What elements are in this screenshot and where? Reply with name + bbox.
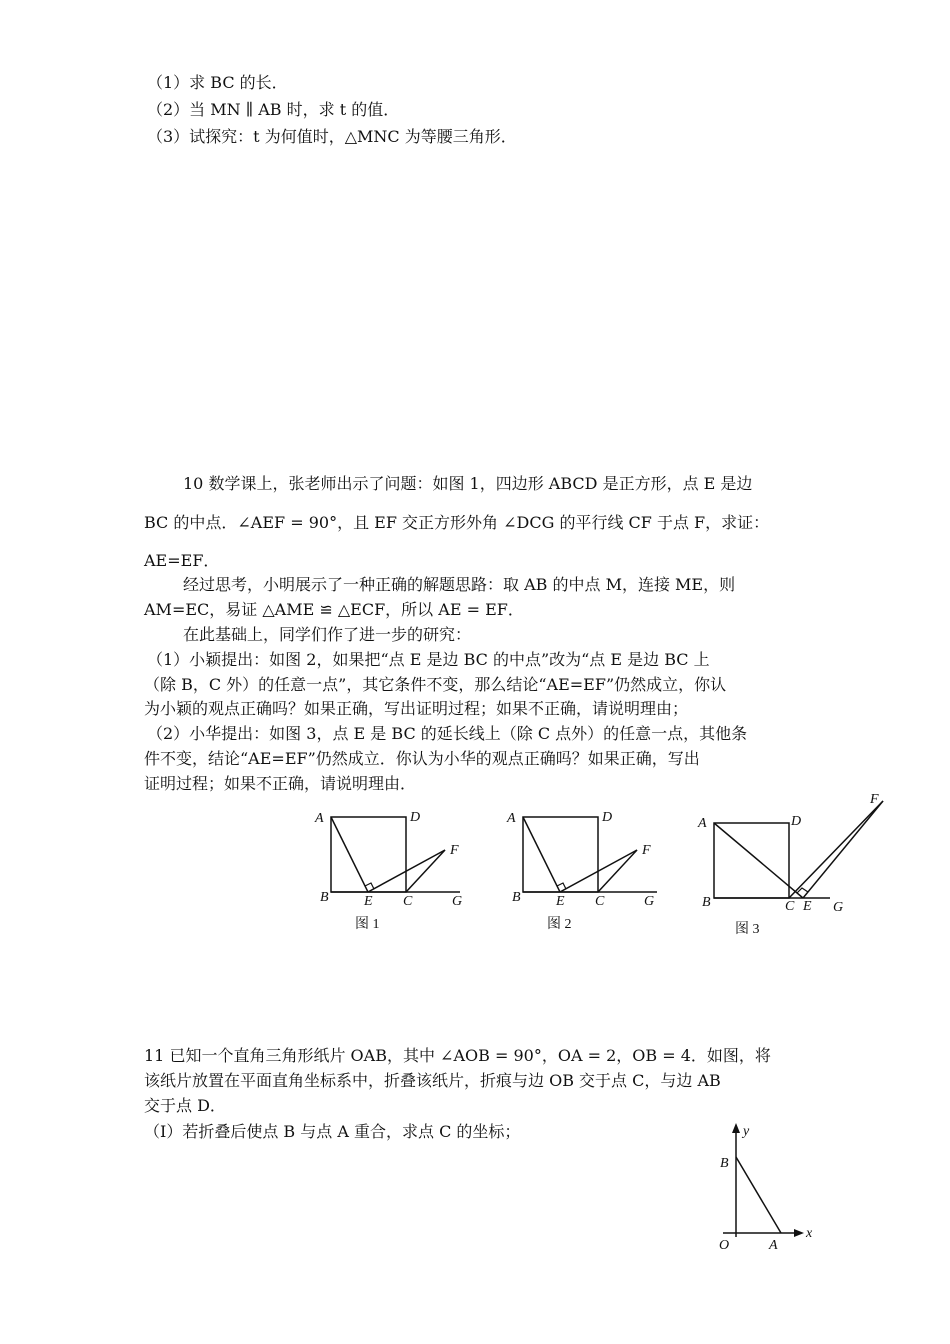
question-3: （3）试探究：t 为何值时，△MNC 为等腰三角形． <box>147 127 517 146</box>
label-b: B <box>320 890 329 905</box>
label-a: A <box>507 811 516 826</box>
label-g: G <box>452 894 463 909</box>
problem11-line3: 交于点 D． <box>144 1096 226 1115</box>
label-a: A <box>769 1238 778 1253</box>
x-axis-arrow <box>794 1229 804 1237</box>
problem11-line4: （Ⅰ）若折叠后使点 B 与点 A 重合，求点 C 的坐标； <box>144 1122 521 1141</box>
label-x: x <box>806 1226 813 1241</box>
figure-1-caption: 图 1 <box>355 917 380 932</box>
label-b: B <box>702 895 711 910</box>
figure-2-caption: 图 2 <box>547 917 572 932</box>
problem11-line2: 该纸片放置在平面直角坐标系中，折叠该纸片，折痕与边 OB 交于点 C，与边 AB <box>144 1071 721 1090</box>
problem10-line4: 经过思考，小明展示了一种正确的解题思路：取 AB 的中点 M，连接 ME，则 <box>183 575 736 594</box>
problem10-line11: 件不变，结论“AE=EF”仍然成立．你认为小华的观点正确吗？如果正确，写出 <box>144 749 700 768</box>
label-a: A <box>698 816 707 831</box>
problem11-line1: 11 已知一个直角三角形纸片 OAB，其中 ∠AOB = 90°，OA = 2，OB = 4．如图，将 <box>144 1046 771 1065</box>
question-1: （1）求 BC 的长． <box>147 73 288 92</box>
label-f: F <box>450 843 459 858</box>
label-b: B <box>720 1156 729 1171</box>
label-a: A <box>315 811 324 826</box>
label-c: C <box>785 899 795 914</box>
label-o: O <box>719 1238 730 1253</box>
segment-cf <box>789 801 883 898</box>
problem10-line9: 为小颖的观点正确吗？如果正确，写出证明过程；如果不正确，请说明理由； <box>144 699 689 718</box>
figure-3 <box>690 785 890 940</box>
square-abcd <box>714 823 789 898</box>
label-f: F <box>642 843 651 858</box>
problem10-line5: AM=EC，易证 △AME ≌ △ECF，所以 AE = EF． <box>144 600 524 619</box>
label-d: D <box>410 810 421 825</box>
label-y: y <box>743 1124 750 1139</box>
figure-2 <box>492 800 667 940</box>
label-c: C <box>595 894 605 909</box>
problem10-line10: （2）小华提出：如图 3，点 E 是 BC 的延长线上（除 C 点外）的任意一点，其他条 <box>147 724 748 743</box>
figure-1 <box>300 800 475 940</box>
label-g: G <box>833 900 844 915</box>
segment-cf <box>598 850 637 892</box>
y-axis-arrow <box>732 1123 740 1133</box>
problem10-line7: （1）小颖提出：如图 2，如果把“点 E 是边 BC 的中点”改为“点 E 是边 BC 上 <box>147 650 710 669</box>
label-c: C <box>403 894 413 909</box>
segment-cf <box>406 850 445 892</box>
label-g: G <box>644 894 655 909</box>
problem10-line2: BC 的中点．∠AEF = 90°，且 EF 交正方形外角 ∠DCG 的平行线 CF 于点 F，求证： <box>144 513 770 532</box>
problem10-line3: AE=EF． <box>144 551 220 570</box>
problem10-line1: 10 数学课上，张老师出示了问题：如图 1，四边形 ABCD 是正方形，点 E 是边 <box>183 474 753 493</box>
problem10-line8: （除 B，C 外）的任意一点”，其它条件不变，那么结论“AE=EF”仍然成立，你认 <box>144 675 727 694</box>
problem10-line6: 在此基础上，同学们作了进一步的研究： <box>183 625 472 644</box>
label-e: E <box>803 899 812 914</box>
segment-ae <box>331 817 368 892</box>
square-abcd <box>331 817 406 892</box>
label-e: E <box>364 894 373 909</box>
coordinate-figure <box>705 1115 820 1255</box>
label-d: D <box>602 810 613 825</box>
problem10-line12: 证明过程；如果不正确，请说明理由． <box>144 774 417 793</box>
square-abcd <box>523 817 598 892</box>
question-2: （2）当 MN ∥ AB 时，求 t 的值． <box>147 100 400 119</box>
label-e: E <box>556 894 565 909</box>
figure-3-caption: 图 3 <box>735 922 760 937</box>
label-f: F <box>870 792 879 807</box>
label-d: D <box>791 814 802 829</box>
label-b: B <box>512 890 521 905</box>
segment-ab <box>736 1157 781 1233</box>
segment-ef <box>803 801 883 898</box>
segment-ae <box>523 817 560 892</box>
